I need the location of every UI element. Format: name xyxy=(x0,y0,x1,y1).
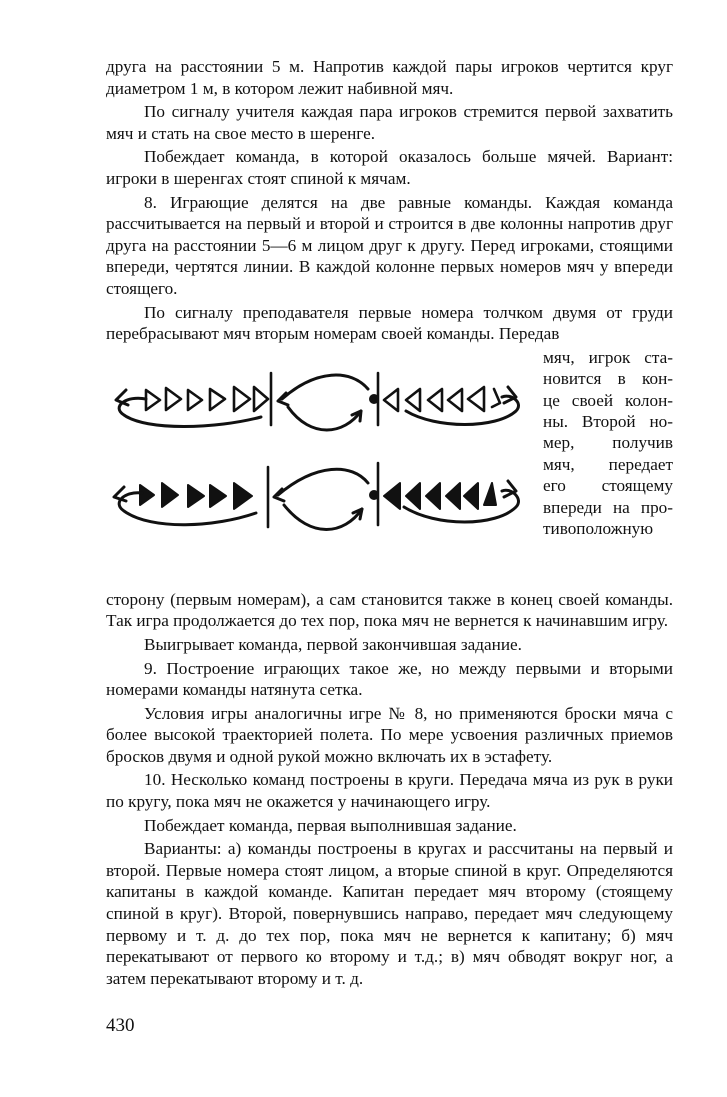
paragraph-7: Выигрывает команда, первой закончившая задание. xyxy=(144,634,522,654)
bottom-left-team xyxy=(140,483,252,509)
paragraph-10: 10. Несколько команд построены в круги. Передача мяча из рук в руки по кругу, пока мяч не окажется у начинающего игру. xyxy=(106,770,673,812)
side-text xyxy=(543,347,673,540)
top-right-team xyxy=(384,387,500,411)
paragraph-8: 9. Построение играющих такое же, но между первыми и вторыми номерами команды натянута сетка. xyxy=(106,658,673,700)
side-line-2: новится в кон- xyxy=(543,369,673,389)
team-columns-diagram-icon xyxy=(106,359,536,589)
side-line-8: впереди на про- xyxy=(543,497,673,517)
paragraph-4: 8. Играющие делятся на две равные команды. Каждая команда рассчитывается на первый и второй и строится в две колонны напротив друг друга на расстоянии 5—6 м лицом друг к другу. Перед игроками, стоящими впереди, чертятся линии. В каждой колонне первых номеров мяч у впереди стоящего. xyxy=(106,192,673,298)
paragraph-2: По сигналу учителя каждая пара игроков стремится первой захватить мяч и стать на свое место в шеренге. xyxy=(106,102,673,143)
page-number: 430 xyxy=(106,1015,135,1036)
side-line-1: мяч, игрок ста- xyxy=(543,347,673,367)
side-line-7: его стоящему xyxy=(543,476,673,496)
top-left-team xyxy=(146,387,268,411)
paragraph-6: сторону (первым номерам), а сам становится также в конец своей команды. Так игра продолжается до тех пор, пока мяч не вернется к начинавшим игру. xyxy=(106,589,673,631)
side-line-9: тивоположную xyxy=(543,518,654,538)
bottom-right-team xyxy=(384,483,496,509)
side-line-5: мер, получив xyxy=(543,433,673,453)
side-line-4: ны. Второй но- xyxy=(543,411,673,431)
paragraph-12: Варианты: а) команды построены в кругах и рассчитаны на первый и второй. Первые номера стоят лицом, а вторые спиной в круг. Определяются капитаны в каждой команде. Капитан передает мяч второму (стоящему спиной в круг). Второй, повернувшись направо, передает мяч следующему первому и т. д. до тех пор, пока мяч не вернется к капитану; б) мяч перекатывают от первого ко второму и т.д.; в) мяч обводят вокруг ног, а затем перекатывают второму и т. д. xyxy=(106,839,673,988)
page-body xyxy=(106,56,673,991)
figure-with-side-text xyxy=(106,347,673,589)
paragraph-9: Условия игры аналогичны игре № 8, но применяются броски мяча с более высокой траекторией полета. По мере усвоения различных приемов бросков двумя и одной рукой можно включать их в эстафету. xyxy=(106,703,673,766)
paragraph-3: Побеждает команда, в которой оказалось больше мячей. Вариант: игроки в шеренгах стоят спиной к мячам. xyxy=(106,147,673,188)
paragraph-5: По сигналу преподавателя первые номера толчком двумя от груди перебрасывают мяч вторым номерам своей команды. Передав xyxy=(106,302,673,344)
paragraph-11: Побеждает команда, первая выполнившая задание. xyxy=(144,815,517,835)
side-line-3: це своей колон- xyxy=(543,390,673,410)
side-line-6: мяч, передает xyxy=(543,454,673,474)
paragraph-1: друга на расстоянии 5 м. Напротив каждой пары игроков чертится круг диаметром 1 м, в котором лежит набивной мяч. xyxy=(106,57,673,98)
